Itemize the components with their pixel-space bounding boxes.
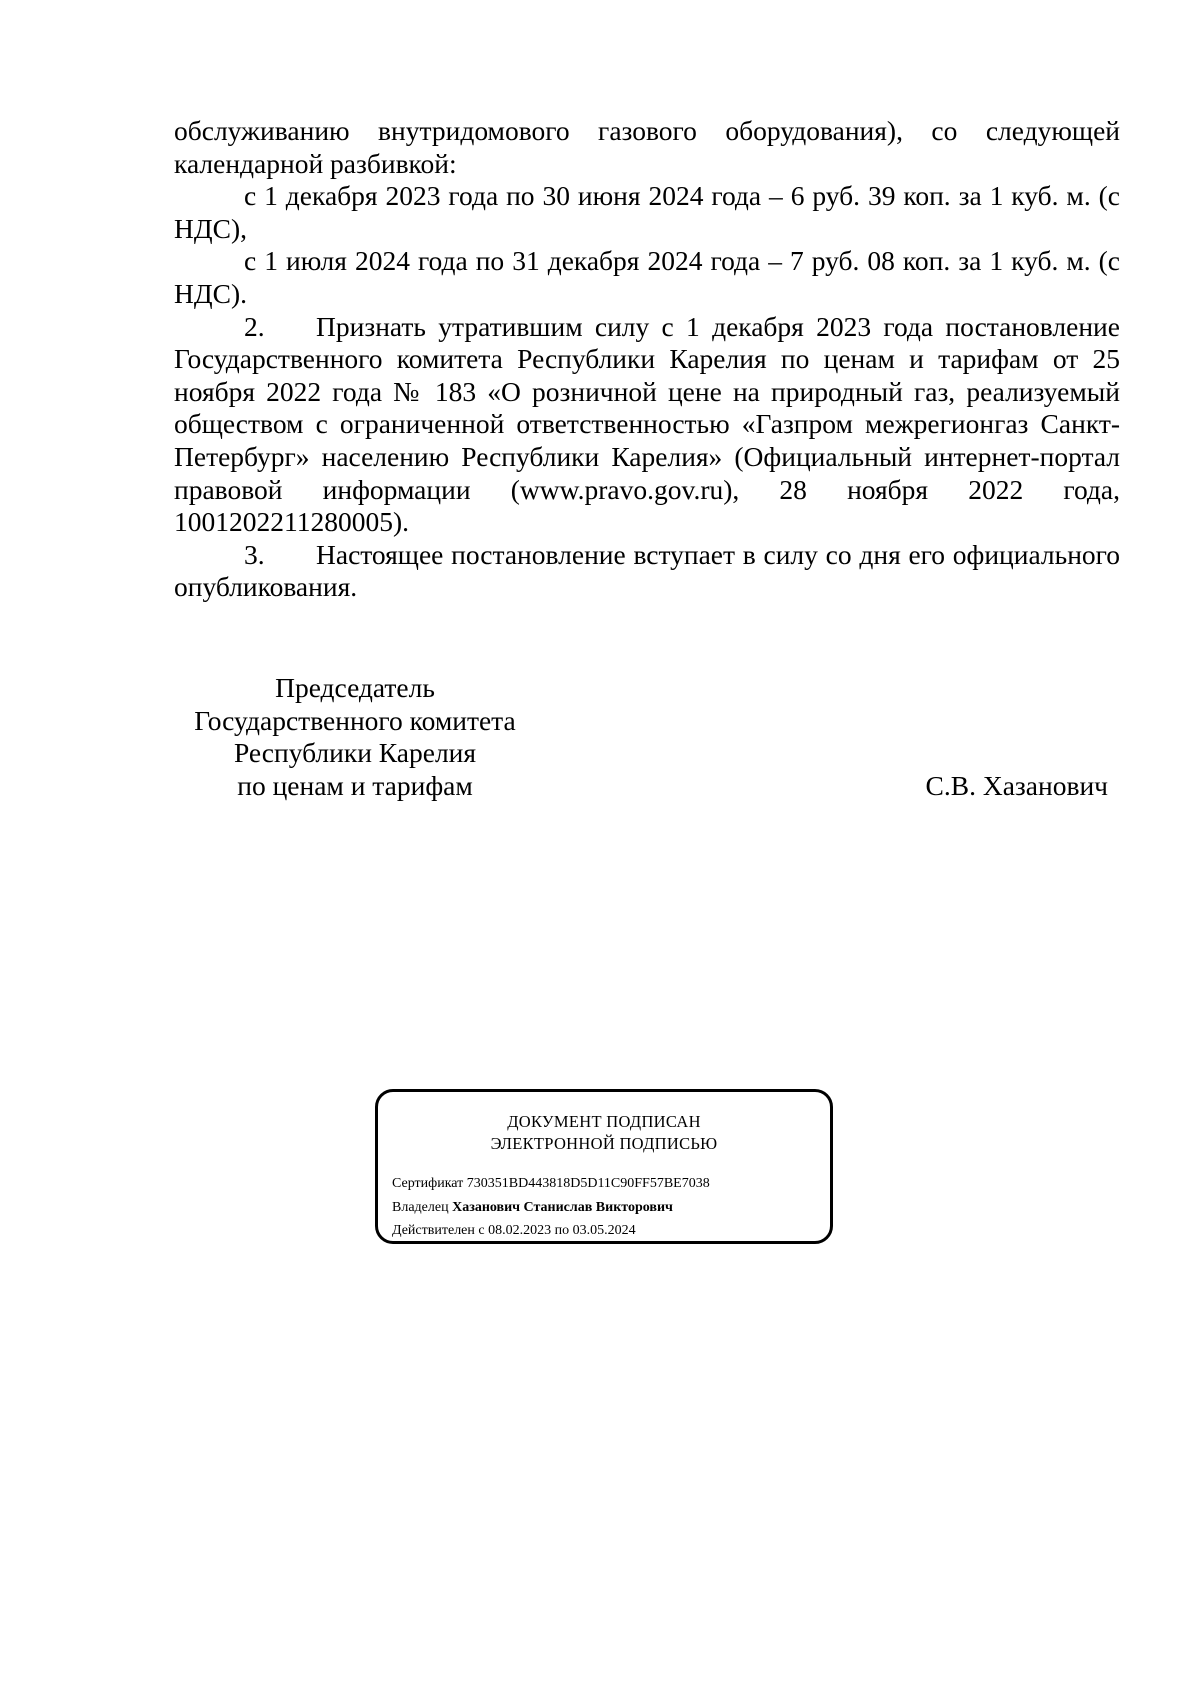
- paragraph-period-2: [174, 245, 1120, 310]
- certificate-label: Сертификат: [392, 1176, 464, 1191]
- stamp-details: [392, 1172, 710, 1243]
- signatory-name: С.В. Хазанович: [925, 769, 1108, 801]
- signatory-title-line: по ценам и тарифам: [237, 769, 473, 801]
- paragraph-continuation: [174, 115, 1120, 180]
- stamp-heading-line: ДОКУМЕНТ ПОДПИСАН: [507, 1112, 701, 1131]
- stamp-heading: [378, 1111, 830, 1155]
- paragraph-text: Признать утратившим силу с 1 декабря 2023 года постановление Государственного комитета Республики Карелия по ценам и тарифам от 25 ноября 2022 года № 183 «О розничной цене на природный газ, реализуемый обществом с ограниченной ответственностью «Газпром межрегионгаз Санкт-Петербург» населению Республики Карелия» (Официальный интернет-портал правовой информации (www.pravo.gov.ru), 28 ноября 2022 года, 1001202211280005).: [174, 310, 1120, 538]
- paragraph-period-1: [174, 180, 1120, 245]
- item-number: 3.: [244, 538, 265, 570]
- document-body: [174, 115, 1120, 604]
- paragraph-text: с 1 декабря 2023 года по 30 июня 2024 года – 6 руб. 39 коп. за 1 куб. м. (с НДС),: [174, 180, 1120, 244]
- paragraph-text: Настоящее постановление вступает в силу со дня его официального опубликования.: [174, 538, 1120, 603]
- paragraph-text: с 1 июля 2024 года по 31 декабря 2024 года – 7 руб. 08 коп. за 1 куб. м. (с НДС).: [174, 245, 1120, 309]
- paragraph-text: обслуживанию внутридомового газового оборудования), со следующей календарной разбивкой:: [174, 115, 1120, 179]
- stamp-certificate-line: [392, 1172, 710, 1196]
- signatory-title: [174, 672, 536, 802]
- valid-label: Действителен с: [392, 1223, 485, 1238]
- signatory-title-line: Республики Карелия: [233, 737, 477, 769]
- certificate-value: 730351BD443818D5D11C90FF57BE7038: [466, 1176, 710, 1191]
- signatory-title-line: Государственного комитета: [194, 704, 516, 736]
- stamp-owner-line: [392, 1196, 710, 1220]
- paragraph-item-2: [174, 311, 1120, 539]
- owner-label: Владелец: [392, 1199, 449, 1215]
- item-number: 2.: [244, 310, 265, 342]
- owner-value: Хазанович Станислав Викторович: [452, 1199, 673, 1215]
- valid-from: 08.02.2023: [488, 1223, 552, 1238]
- electronic-signature-stamp: [375, 1089, 833, 1244]
- paragraph-item-3: [174, 539, 1120, 604]
- stamp-heading-line: ЭЛЕКТРОННОЙ ПОДПИСЬЮ: [490, 1134, 718, 1153]
- valid-to: 03.05.2024: [572, 1223, 636, 1238]
- stamp-validity-line: [392, 1219, 710, 1243]
- signatory-title-line: Председатель: [275, 672, 435, 703]
- valid-to-label: по: [554, 1223, 570, 1238]
